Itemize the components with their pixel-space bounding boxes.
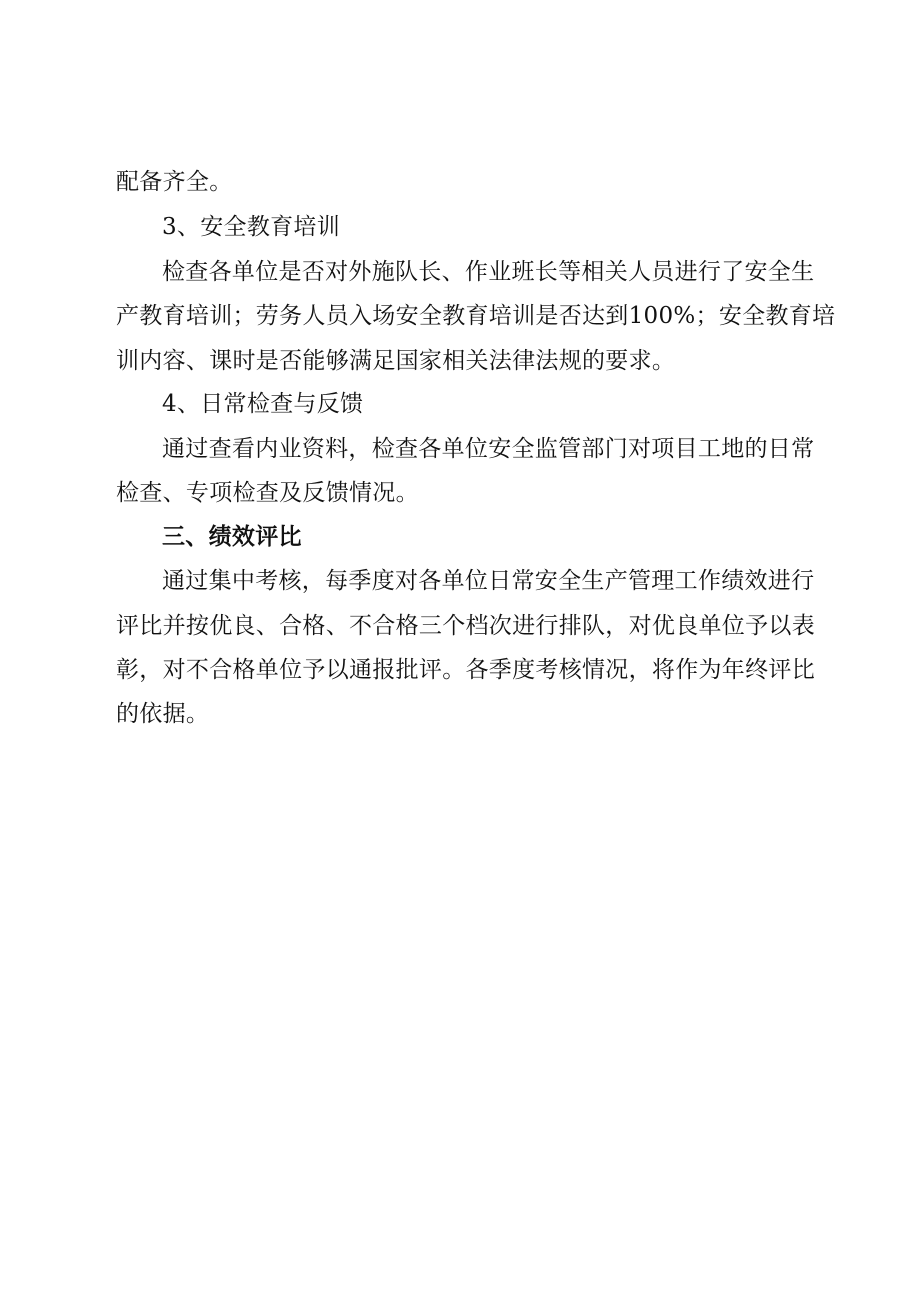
paragraph-line: 通过集中考核，每季度对各单位日常安全生产管理工作绩效进行 bbox=[162, 568, 815, 594]
paragraph-line: 检查、专项检查及反馈情况。 bbox=[116, 480, 419, 506]
paragraph-line: 彰，对不合格单位予以通报批评。各季度考核情况，将作为年终评比 bbox=[116, 657, 815, 683]
paragraph-line: 产教育培训；劳务人员入场安全教育培训是否达到100%；安全教育培 bbox=[116, 303, 836, 329]
paragraph-line: 检查各单位是否对外施队长、作业班长等相关人员进行了安全生 bbox=[162, 259, 815, 285]
section-heading-daily-inspection: 4、日常检查与反馈 bbox=[162, 391, 364, 417]
paragraph-line: 通过查看内业资料，检查各单位安全监管部门对项目工地的日常 bbox=[162, 436, 815, 462]
section-heading-safety-training: 3、安全教育培训 bbox=[162, 214, 341, 240]
paragraph-line: 训内容、课时是否能够满足国家相关法律法规的要求。 bbox=[116, 348, 676, 374]
paragraph-line: 的依据。 bbox=[116, 701, 210, 727]
text-line-continuation: 配备齐全。 bbox=[116, 169, 233, 195]
paragraph-line: 评比并按优良、合格、不合格三个档次进行排队，对优良单位予以表 bbox=[116, 613, 815, 639]
section-heading-performance: 三、绩效评比 bbox=[162, 523, 302, 550]
